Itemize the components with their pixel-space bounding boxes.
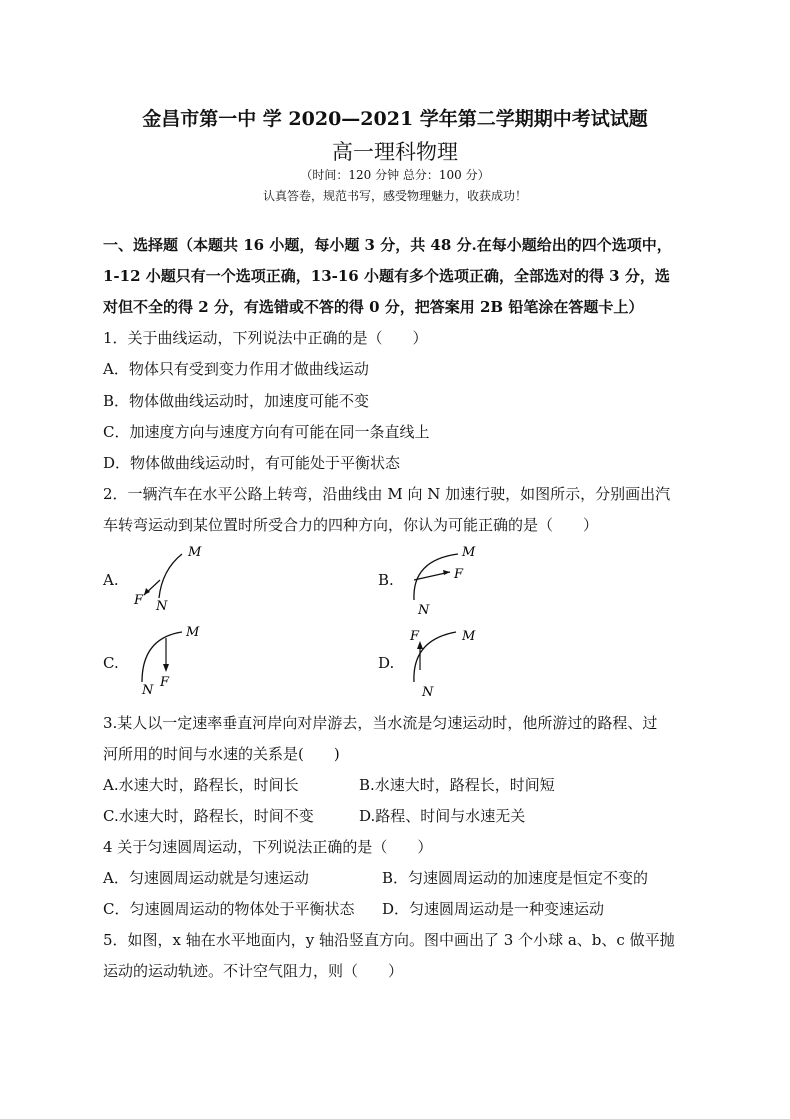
point-n-label: N [422,685,434,700]
force-f-label: F [160,675,170,690]
q1-option-d: D．物体做曲线运动时，有可能处于平衡状态 [103,454,401,472]
q4-option-a: A．匀速圆周运动就是匀速运动 [103,869,309,887]
q2-figure-a [120,540,220,620]
q2-stem-line-1: 2．一辆汽车在水平公路上转弯，沿曲线由 M 向 N 加速行驶，如图所示，分别画出汽 [103,485,671,503]
q4-option-b: B．匀速圆周运动的加速度是恒定不变的 [382,869,649,887]
q2-figure-d-label: D. [378,654,395,672]
q4-stem: 4 关于匀速圆周运动，下列说法正确的是（ ） [103,838,433,856]
q2-figure-c-label: C. [103,654,119,672]
q2-stem-line-2: 车转弯运动到某位置时所受合力的四种方向，你认为可能正确的是（ ） [103,516,599,534]
q3-option-d: D.路程、时间与水速无关 [359,807,526,825]
q3-stem-line-2: 河所用的时间与水速的关系是( ) [103,745,340,763]
q3-option-c: C.水速大时，路程长，时间不变 [103,807,314,825]
q3-option-b: B.水速大时，路程长，时间短 [359,776,555,794]
point-n-label: N [142,683,154,698]
motto: 认真答卷，规范书写，感受物理魅力，收获成功！ [262,189,527,203]
q2-figure-c [120,620,220,702]
q1-stem: 1．关于曲线运动，下列说法中正确的是（ ） [103,329,428,347]
q3-stem-line-1: 3.某人以一定速率垂直河岸向对岸游去，当水流是匀速运动时，他所游过的路程、过 [103,714,658,732]
exam-title: 金昌市第一中 学 2020—2021 学年第二学期期中考试试题 [142,108,648,130]
q1-option-c: C．加速度方向与速度方向有可能在同一条直线上 [103,423,430,441]
point-m-label: M [462,629,476,644]
time-score-info: （时间：120 分钟 总分：100 分） [300,168,490,182]
q2-figure-b-label: B. [378,571,394,589]
force-f-label: F [134,593,144,608]
arrowhead [443,570,450,575]
section-instructions-line-3: 对但不全的得 2 分，有选错或不答的得 0 分，把答案用 2B 铅笔涂在答题卡上） [103,298,644,316]
q3-option-a: A.水速大时，路程长，时间长 [103,776,299,794]
q2-figure-b [398,540,498,620]
section-instructions-line-2: 1-12 小题只有一个选项正确，13-16 小题有多个选项正确，全部选对的得 3 分，选 [103,267,670,285]
trajectory-curve [414,554,458,600]
point-m-label: M [462,545,476,560]
q2-figure-a-label: A. [103,571,119,589]
point-n-label: N [418,603,430,618]
force-f-label: F [454,567,464,582]
arrowhead [163,664,169,672]
q4-option-c: C．匀速圆周运动的物体处于平衡状态 [103,900,355,918]
q1-option-b: B．物体做曲线运动时，加速度可能不变 [103,392,370,410]
section-instructions-line-1: 一、选择题（本题共 16 小题，每小题 3 分，共 48 分.在每小题给出的四个选项中， [103,236,672,254]
q1-option-a: A．物体只有受到变力作用才做曲线运动 [103,360,369,378]
trajectory-curve [159,554,182,598]
point-n-label: N [156,599,168,614]
q5-stem-line-2: 运动的运动轨迹。不计空气阻力，则（ ） [103,962,404,980]
subject-title: 高一理科物理 [332,140,458,164]
q5-stem-line-1: 5．如图，x 轴在水平地面内，y 轴沿竖直方向。图中画出了 3 个小球 a、b、c 做平抛 [103,931,675,949]
force-f-label: F [410,629,420,644]
arrowhead [144,588,150,595]
point-m-label: M [188,545,202,560]
q4-option-d: D．匀速圆周运动是一种变速运动 [382,900,605,918]
q2-figure-d [398,620,498,702]
point-m-label: M [186,625,200,640]
